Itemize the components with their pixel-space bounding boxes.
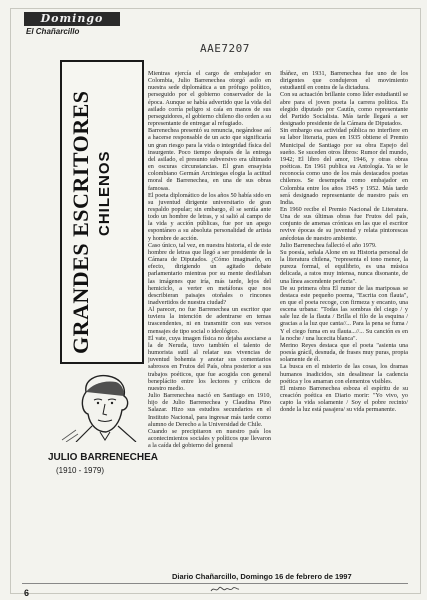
article-paragraph: Con su actuación brillante como líder estudiantil se abre para el joven poeta la carrera política. Es elegido diputado por Cautín, como representante del Partido Socialista. Más tarde llegará a ser designado presidente de la Cámara de Diputados. (280, 91, 408, 128)
article-paragraph: De su primera obra El rumor de las mariposas se destaca este pequeño poema, "Escrita con flauta", en que el poeta recoge, con firmeza y encanto, una escena urbana: "Todas las sombras del ciego / y sale luz de la flauta / Brilla el filo de la esquina / gracias a la luz que canta//... Para la pena se fuma / Y el ciego fuma en su flauta...//... Su canción es en la noche / una lucecita blanca". (280, 284, 408, 342)
masthead-newspaper-name: El Chañarcillo (26, 27, 80, 36)
archive-code-handwritten: AAE7207 (200, 42, 250, 55)
article-paragraph: Sin embargo esa actividad pública no interfiere en su labor literaria, pues en 1935 obtiene el Premio Municipal de Santiago por su obra Espejo del sueño. Se suceden otros libros: Rumor del mundo, 1942; El libro del amor, 1946, y otras obras poéticas. En 1961 publica su Antología. Ya se le reconocía como uno de los más destacados poetas chilenos. Se desempeña como embajador en Colombia entre los años 1945 y 1952. Más tarde será designado representante de nuestro país en India. (280, 127, 408, 206)
masthead-section-logo: Domingo (24, 12, 120, 26)
article-paragraph: Su poesía, señala Alone en su Historia personal de la literatura chilena, "representa el tono menor, la pureza formal, el equilibrio, es una música delicada, a ratos muy intensa, nunca disonante, de una línea ascendente perfecta". (280, 248, 408, 285)
article-paragraph: Julio Barrenechea falleció el año 1979. (280, 241, 377, 249)
article-paragraph: Al parecer, no fue Barrenechea un escritor que tuviera la intención de adentrarse en temas trascendentes, ni en transmitir con sus versos mensajes de tipo social o ideológico. (148, 306, 271, 335)
handwritten-signature (210, 584, 240, 594)
article-paragraph: En 1960 recibe el Premio Nacional de Literatura. Una de sus últimas obras fue Frutos del país, conjunto de amenas crónicas en las que el escritor revive épocas de su juventud y relata pintorescas anécdotas de nuestro ambiente. (280, 205, 408, 242)
masthead (24, 12, 124, 38)
article-column-1 (148, 70, 271, 556)
article-paragraph: Cuando se precipitaron en nuestro país los acontecimientos sociales y políticos que llevaron a la caída del gobierno del general (148, 427, 271, 450)
section-title: GRANDES ESCRITORES (68, 90, 93, 354)
article-paragraph: El mismo Barrenechea esboza el espíritu de su creación poética en Diario morir: "Yo vivo, yo capto la vida solamente / Soy el pobre recinto/ donde la luz está pasajera/ su vida permanente. (280, 384, 408, 414)
article-paragraph: Mientras ejercía el cargo de embajador en Colombia, Julio Barrenechea otorgó asilo en nuestra sede diplomática a un prófugo político, perseguido por el gobierno conservador de la época. Aunque se había advertido que la vida del asilado corría peligro si caía en manos de sus perseguidores, el gobierno chileno dio orden a su representante de entregar al refugiado. (148, 70, 271, 128)
article-column-2 (280, 70, 408, 556)
page-number: 6 (24, 588, 30, 598)
footer-date-line: Diario Chañarcillo, Domingo 16 de febrero de 1997 (172, 572, 352, 581)
article-paragraph: Ibáñez, en 1931, Barrenechea fue uno de los dirigentes que condujeron el movimiento estudiantil en contra de la dictadura. (280, 70, 408, 92)
article-paragraph: Barrenechea presentó su renuncia, negándose así a hacerse responsable de un acto que significaría un gran riesgo para la vida o integridad física del insurgente. Poco tiempo después de la entrega del asilado, el presunto subversivo era ultimado en oscuras circunstancias. El gran ensayista colombiano Germán Arciniegas elogia la actitud moral de Barrenechea, en una de sus obras famosas. (148, 127, 271, 192)
article-paragraph: Julio Barrenechea nació en Santiago en 1910, hijo de Julio Barrenechea y Claudina Pino Salazar. Hizo sus estudios secundarios en el Instituto Nacional, para ingresar más tarde como alumno de Derecho a la Universidad de Chile. (148, 392, 271, 428)
article-paragraph: El poeta diplomático de los años 50 había sido en su juventud dirigente universitario de gran respaldo popular; sin embargo, él se sentía ante todo un hombre de letras, y si salió al campo de la vida y acción públicas, fue por un apego espontáneo a su absoluta personalidad de artista y hombre de acción. (148, 191, 271, 242)
article-paragraph: Merino Reyes destaca que el poeta "asienta una poesía grácil, desnuda, de frases muy puras, propia solamente de él. (280, 341, 408, 364)
portrait-caption-name: JULIO BARRENECHEA (48, 452, 159, 463)
article-paragraph: El vate, cuya imagen física no dejaba asociarse a la de Neruda, tuvo también el talento de humorista sutil al relatar sus vivencias de juventud bohemia y anotar sus comentarios sabrosos en Frutos del País, obra posterior a sus trabajos poéticos, que fue acogida con general beneplácito entre los lectores y críticos de nuestro medio. (148, 334, 271, 392)
article-paragraph: Caso único, tal vez, en nuestra historia, el de este hombre de letras que llegó a ser presidente de la Cámara de Diputados. ¿Cómo imaginarlo, en efecto, dirigiendo un agitado debate parlamentario mientras por su mente desfilaban las imágenes que iría, más tarde, lejos del hemiciclo, a verter en metáforas que nos describieran paisajes otoñales o rincones inadvertidos de nuestra ciudad? (148, 241, 271, 306)
portrait-caption-years: (1910 - 1979) (56, 466, 105, 475)
section-subtitle: CHILENOS (96, 150, 113, 236)
article-paragraph: La busca en el misterio de las cosas, los dramas humanos inadicidos, sin desalinear la cadencia poética y los amarran con elementos visibles. (280, 363, 408, 385)
author-portrait-drawing (56, 370, 144, 442)
